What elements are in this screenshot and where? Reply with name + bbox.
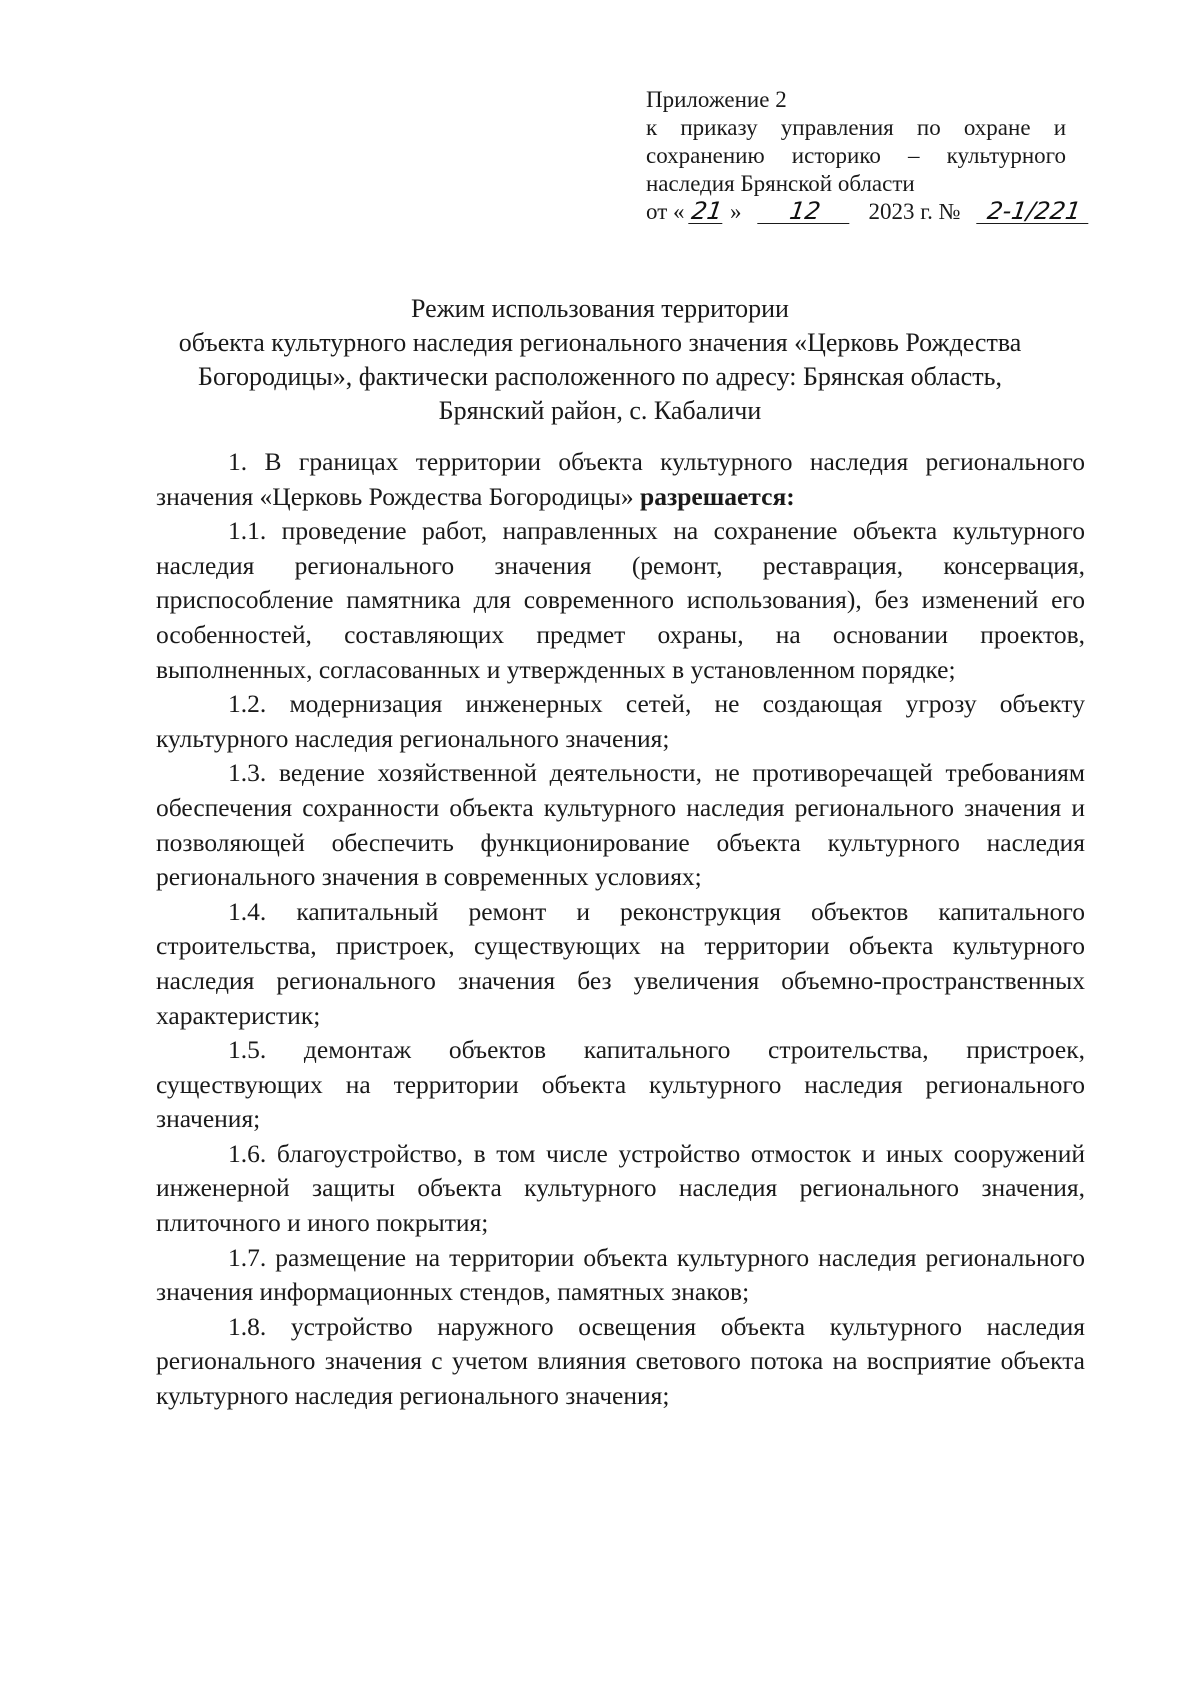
paragraph-1-5: 1.5. демонтаж объектов капитального строительства, пристроек, существующих на территории объекта культурного наследия регионального значения; [156, 1035, 1085, 1134]
title-line-4: Брянский район, с. Кабаличи [438, 396, 762, 425]
appendix-region-line: наследия Брянской области [646, 171, 915, 196]
intro-bold: разрешается: [640, 481, 795, 511]
intro-text: 1. В границах территории объекта культурного наследия регионального значения «Церковь Рождества Богородицы» [156, 447, 1085, 511]
paragraph-1-4: 1.4. капитальный ремонт и реконструкция объектов капитального строительства, пристроек, существующих на территории объекта культурного наследия регионального значения без увеличения объемно-пространственных характеристик; [156, 896, 1085, 1030]
appendix-date-line [646, 197, 1083, 226]
title-line-1: Режим использования территории [411, 294, 789, 323]
document-body [156, 445, 1085, 1414]
date-month-handwritten: 12 [757, 199, 853, 224]
appendix-order-line: к приказу управления по охране и [646, 115, 1066, 140]
appendix-authority-line: сохранению историко – культурного [646, 143, 1066, 168]
date-mid: » [730, 199, 742, 224]
paragraph-1-6: 1.6. благоустройство, в том числе устройство отмосток и иных сооружений инженерной защиты объекта культурного наследия регионального значения, плиточного и иного покрытия; [156, 1138, 1085, 1238]
paragraph-1-1: 1.1. проведение работ, направленных на сохранение объекта культурного наследия регионального значения (ремонт, реставрация, консервация, приспособление памятника для современного использования), без изменений его особенностей, составляющих предмет охраны, на основании проектов, выполненных, согласованных и утвержденных в установленном порядке; [156, 516, 1085, 684]
appendix-block [646, 86, 1083, 226]
document-title [120, 292, 1080, 428]
paragraph-1-2: 1.2. модернизация инженерных сетей, не создающая угрозу объекту культурного наследия регионального значения; [156, 689, 1085, 753]
paragraph-1-8: 1.8. устройство наружного освещения объекта культурного наследия регионального значения с учетом влияния светового потока на восприятие объекта культурного наследия регионального значения; [156, 1311, 1085, 1411]
title-line-3: Богородицы», фактически расположенного по адресу: Брянская область, [198, 362, 1002, 391]
order-number-handwritten: 2-1/221 [976, 199, 1092, 224]
intro-paragraph [156, 445, 1085, 514]
date-year: 2023 г. № [868, 199, 961, 224]
date-prefix: от « [646, 199, 685, 224]
paragraph-1-7: 1.7. размещение на территории объекта культурного наследия регионального значения информационных стендов, памятных знаков; [156, 1242, 1085, 1307]
appendix-title: Приложение 2 [646, 87, 787, 112]
date-day-handwritten: 21 [690, 197, 725, 225]
paragraph-1-3: 1.3. ведение хозяйственной деятельности, не противоречащей требованиям обеспечения сохранности объекта культурного наследия регионального значения и позволяющей обеспечить функционирование объекта культурного наследия регионального значения в современных условиях; [156, 758, 1085, 892]
title-line-2: объекта культурного наследия регионального значения «Церковь Рождества [178, 328, 1022, 357]
